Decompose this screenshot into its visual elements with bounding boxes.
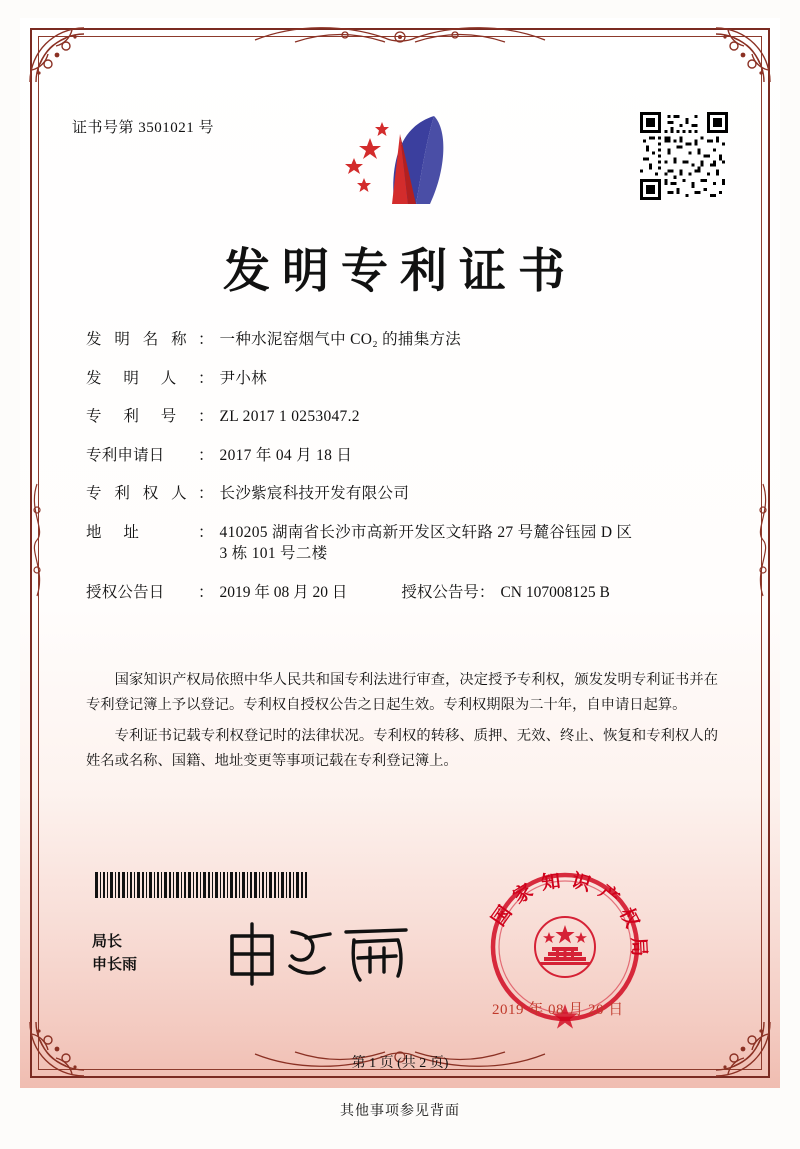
- label-inventor: 发 明 人: [86, 369, 186, 387]
- seal-date: 2019 年 08 月 20 日: [492, 1002, 624, 1018]
- value-patent-number: ZL 2017 1 0253047.2: [219, 408, 360, 425]
- value-grant-date: 2019 年 08 月 20 日: [219, 583, 348, 601]
- label-patentee: 专 利 权 人: [86, 485, 192, 502]
- signature-name: 申长雨: [92, 956, 138, 973]
- value-invention-title: 一种水泥窑烟气中 CO₂ 的捕集方法: [219, 331, 462, 348]
- value-patentee: 长沙紫宸科技开发有限公司: [219, 485, 410, 502]
- side-ornament-left: [24, 480, 50, 600]
- signature-block: [92, 931, 137, 976]
- paragraph-1: 国家知识产权局依照中华人民共和国专利法进行审查，决定授予专利权，颁发发明专利证书并在专利登记簿上予以登记。专利权自授权公告之日起生效。专利权期限为二十年，自申请日起算。: [86, 672, 718, 714]
- value-address-line1: 410205 湖南省长沙市高新开发区文轩路 27 号麓谷钰园 D 区: [219, 523, 633, 541]
- field-grant-announcement: [86, 585, 726, 601]
- label-invention-title: 发 明 名 称: [86, 331, 192, 348]
- colon-application-date: ：: [198, 446, 214, 464]
- paragraph-2: 专利证书记载专利权登记时的法律状况。专利权的转移、质押、无效、终止、恢复和专利权人的姓名或名称、国籍、地址变更等事项记载在专利登记簿上。: [86, 728, 718, 770]
- colon-inventor: ：: [198, 369, 214, 387]
- page-title: 发明专利证书: [223, 244, 577, 299]
- field-list: [86, 332, 726, 623]
- value-application-date: 2017 年 04 月 18 日: [219, 446, 353, 464]
- side-ornament-right: [750, 480, 776, 600]
- label-grant-number: 授权公告号: [401, 583, 479, 601]
- colon-invention-title: ：: [198, 331, 214, 348]
- field-inventor: [86, 371, 726, 387]
- qr-code: [640, 112, 728, 200]
- colon-grant-number: ：: [478, 583, 495, 601]
- value-address: [220, 525, 726, 562]
- barcode: [95, 872, 307, 898]
- colon-patent-number: ：: [198, 408, 214, 425]
- label-grant-date: 授权公告日: [86, 583, 165, 601]
- colon-address: ：: [198, 523, 214, 541]
- handwritten-signature: [220, 918, 420, 988]
- page-number: 第 1 页 (共 2 页): [351, 1056, 449, 1071]
- colon-patentee: ：: [198, 485, 214, 502]
- value-inventor: 尹小林: [219, 369, 267, 387]
- value-grant-number: CN 107008125 B: [500, 583, 610, 601]
- label-application-date: 专利申请日: [86, 446, 165, 464]
- field-address: [86, 525, 726, 562]
- cnipa-logo: [330, 108, 465, 218]
- field-invention-title: [86, 332, 726, 348]
- field-application-date: [86, 448, 726, 464]
- legal-text: [86, 668, 718, 780]
- colon-grant-date: ：: [198, 583, 214, 601]
- top-center-ornament: [235, 20, 565, 54]
- field-patentee: [86, 486, 726, 502]
- certificate-number: 证书号第 3501021 号: [72, 120, 215, 136]
- footer-note: 其他事项参见背面: [340, 1104, 460, 1119]
- value-address-line2: 3 栋 101 号二楼: [219, 545, 328, 562]
- signature-title: 局长: [92, 934, 123, 950]
- svg-text:国家知识产权局: 国家知识产权局: [487, 868, 651, 966]
- field-patent-number: [86, 409, 726, 425]
- label-address: 地 址: [86, 523, 148, 541]
- label-patent-number: 专 利 号: [86, 408, 186, 425]
